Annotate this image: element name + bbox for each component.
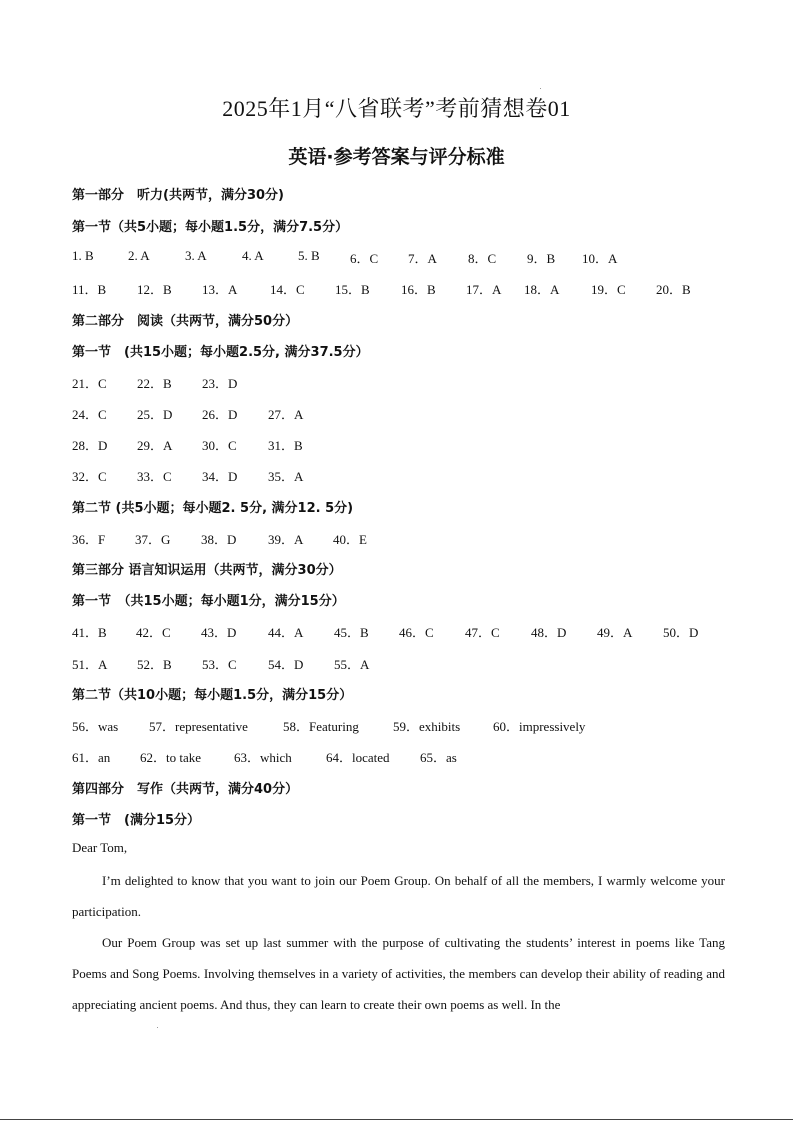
answer-row-32-35 — [72, 466, 732, 484]
answer-item: 15．B — [335, 282, 370, 297]
answer-item: 47．C — [465, 625, 500, 640]
answer-item: 34．D — [202, 469, 238, 484]
answer-row-61-65 — [72, 747, 732, 765]
answer-item: 24．C — [72, 407, 107, 422]
answer-item: 63．which — [234, 750, 292, 765]
answer-item: 20．B — [656, 282, 691, 297]
answer-item: 14．C — [270, 282, 305, 297]
answer-item: 46．C — [399, 625, 434, 640]
answer-item: 13．A — [202, 282, 238, 297]
answer-item: 49．A — [597, 625, 633, 640]
letter-paragraph-2: Our Poem Group was set up last summer with the purpose of cultivating the students’ interest in poems like Tang Poems and Song Poems. Involving themselves in a variety of activities, the members can develop their ability of reading and appreciating ancient poems. And thus, they can learn to create their own poems as well. In the — [72, 935, 725, 1012]
page-subtitle: 英语·参考答案与评分标准 — [288, 146, 505, 168]
letter-salutation: Dear Tom, — [72, 840, 128, 855]
answer-row-1-10 — [72, 248, 732, 266]
answer-item: 4. A — [242, 248, 264, 263]
answer-item: 26．D — [202, 407, 238, 422]
part1-heading: 第一部分 听力(共两节，满分30分) — [72, 188, 284, 203]
answer-item: 12．B — [137, 282, 172, 297]
answer-item: 38．D — [201, 532, 237, 547]
answer-item: 42．C — [136, 625, 171, 640]
scan-speck — [157, 1027, 158, 1028]
part4-heading: 第四部分 写作（共两节，满分40分） — [72, 782, 299, 797]
answer-item: 2. A — [128, 248, 150, 263]
answer-row-51-55 — [72, 654, 732, 672]
answer-item: 39．A — [268, 532, 304, 547]
answer-item: 52．B — [137, 657, 172, 672]
answer-item: 48．D — [531, 625, 567, 640]
answer-item: 57．representative — [149, 719, 248, 734]
part2-sec1-heading: 第一节 (共15小题；每小题2.5分, 满分37.5分） — [72, 345, 369, 360]
answer-item: 53．C — [202, 657, 237, 672]
answer-item: 28．D — [72, 438, 108, 453]
answer-item: 50．D — [663, 625, 699, 640]
part3-heading: 第三部分 语言知识运用（共两节，满分30分） — [72, 563, 342, 578]
answer-row-41-50 — [72, 622, 732, 640]
answer-item: 8．C — [468, 251, 497, 266]
answer-item: 25．D — [137, 407, 173, 422]
answer-item: 6．C — [350, 251, 379, 266]
answer-item: 27．A — [268, 407, 304, 422]
answer-item: 5. B — [298, 248, 320, 263]
part2-sec2-heading: 第二节 (共5小题；每小题2. 5分, 满分12. 5分) — [72, 501, 354, 516]
part4-sec1-heading: 第一节 (满分15分） — [72, 813, 201, 828]
answer-item: 31．B — [268, 438, 303, 453]
answer-row-21-23 — [72, 373, 732, 391]
answer-item: 54．D — [268, 657, 304, 672]
answer-row-56-60 — [72, 716, 732, 734]
answer-item: 10．A — [582, 251, 618, 266]
answer-item: 60．impressively — [493, 719, 586, 734]
answer-item: 61．an — [72, 750, 111, 765]
answer-item: 40．E — [333, 532, 367, 547]
answer-item: 35．A — [268, 469, 304, 484]
answer-item: 30．C — [202, 438, 237, 453]
answer-item: 29．A — [137, 438, 173, 453]
answer-item: 3. A — [185, 248, 207, 263]
bottom-rule — [0, 1119, 793, 1120]
part3-sec2-heading: 第二节（共10小题；每小题1.5分，满分15分） — [72, 688, 353, 703]
part1-sec1-heading: 第一节（共5小题；每小题1.5分，满分7.5分） — [72, 220, 349, 235]
answer-item: 16．B — [401, 282, 436, 297]
answer-item: 36．F — [72, 532, 106, 547]
answer-item: 55．A — [334, 657, 370, 672]
answer-item: 18．A — [524, 282, 560, 297]
answer-item: 11．B — [72, 282, 107, 297]
answer-item: 19．C — [591, 282, 626, 297]
part3-sec1-heading: 第一节 （共15小题；每小题1分，满分15分） — [72, 594, 345, 609]
answer-item: 62．to take — [140, 750, 202, 765]
answer-item: 33．C — [137, 469, 172, 484]
answer-item: 41．B — [72, 625, 107, 640]
answer-row-36-40 — [72, 529, 732, 547]
answer-row-11-20 — [72, 279, 732, 297]
scan-speck — [540, 88, 541, 89]
answer-item: 17．A — [466, 282, 502, 297]
answer-item: 65．as — [420, 750, 457, 765]
answer-item: 56．was — [72, 719, 119, 734]
answer-item: 43．D — [201, 625, 237, 640]
answer-item: 59．exhibits — [393, 719, 461, 734]
answer-item: 23．D — [202, 376, 238, 391]
part2-heading: 第二部分 阅读（共两节，满分50分） — [72, 314, 299, 329]
answer-item: 64．located — [326, 750, 390, 765]
answer-row-28-31 — [72, 435, 732, 453]
answer-item: 22．B — [137, 376, 172, 391]
page-title: 2025年1月“八省联考”考前猜想卷01 — [222, 96, 571, 121]
letter-paragraph-1: I’m delighted to know that you want to join our Poem Group. On behalf of all the members, I warmly welcome your participation. — [72, 873, 725, 919]
answer-item: 1. B — [72, 248, 94, 263]
answer-item: 51．A — [72, 657, 108, 672]
answer-item: 37．G — [135, 532, 171, 547]
answer-item: 7．A — [408, 251, 437, 266]
answer-item: 21．C — [72, 376, 107, 391]
answer-item: 44．A — [268, 625, 304, 640]
answer-row-24-27 — [72, 404, 732, 422]
answer-item: 58．Featuring — [283, 719, 359, 734]
answer-item: 45．B — [334, 625, 369, 640]
answer-item: 32．C — [72, 469, 107, 484]
answer-item: 9．B — [527, 251, 556, 266]
